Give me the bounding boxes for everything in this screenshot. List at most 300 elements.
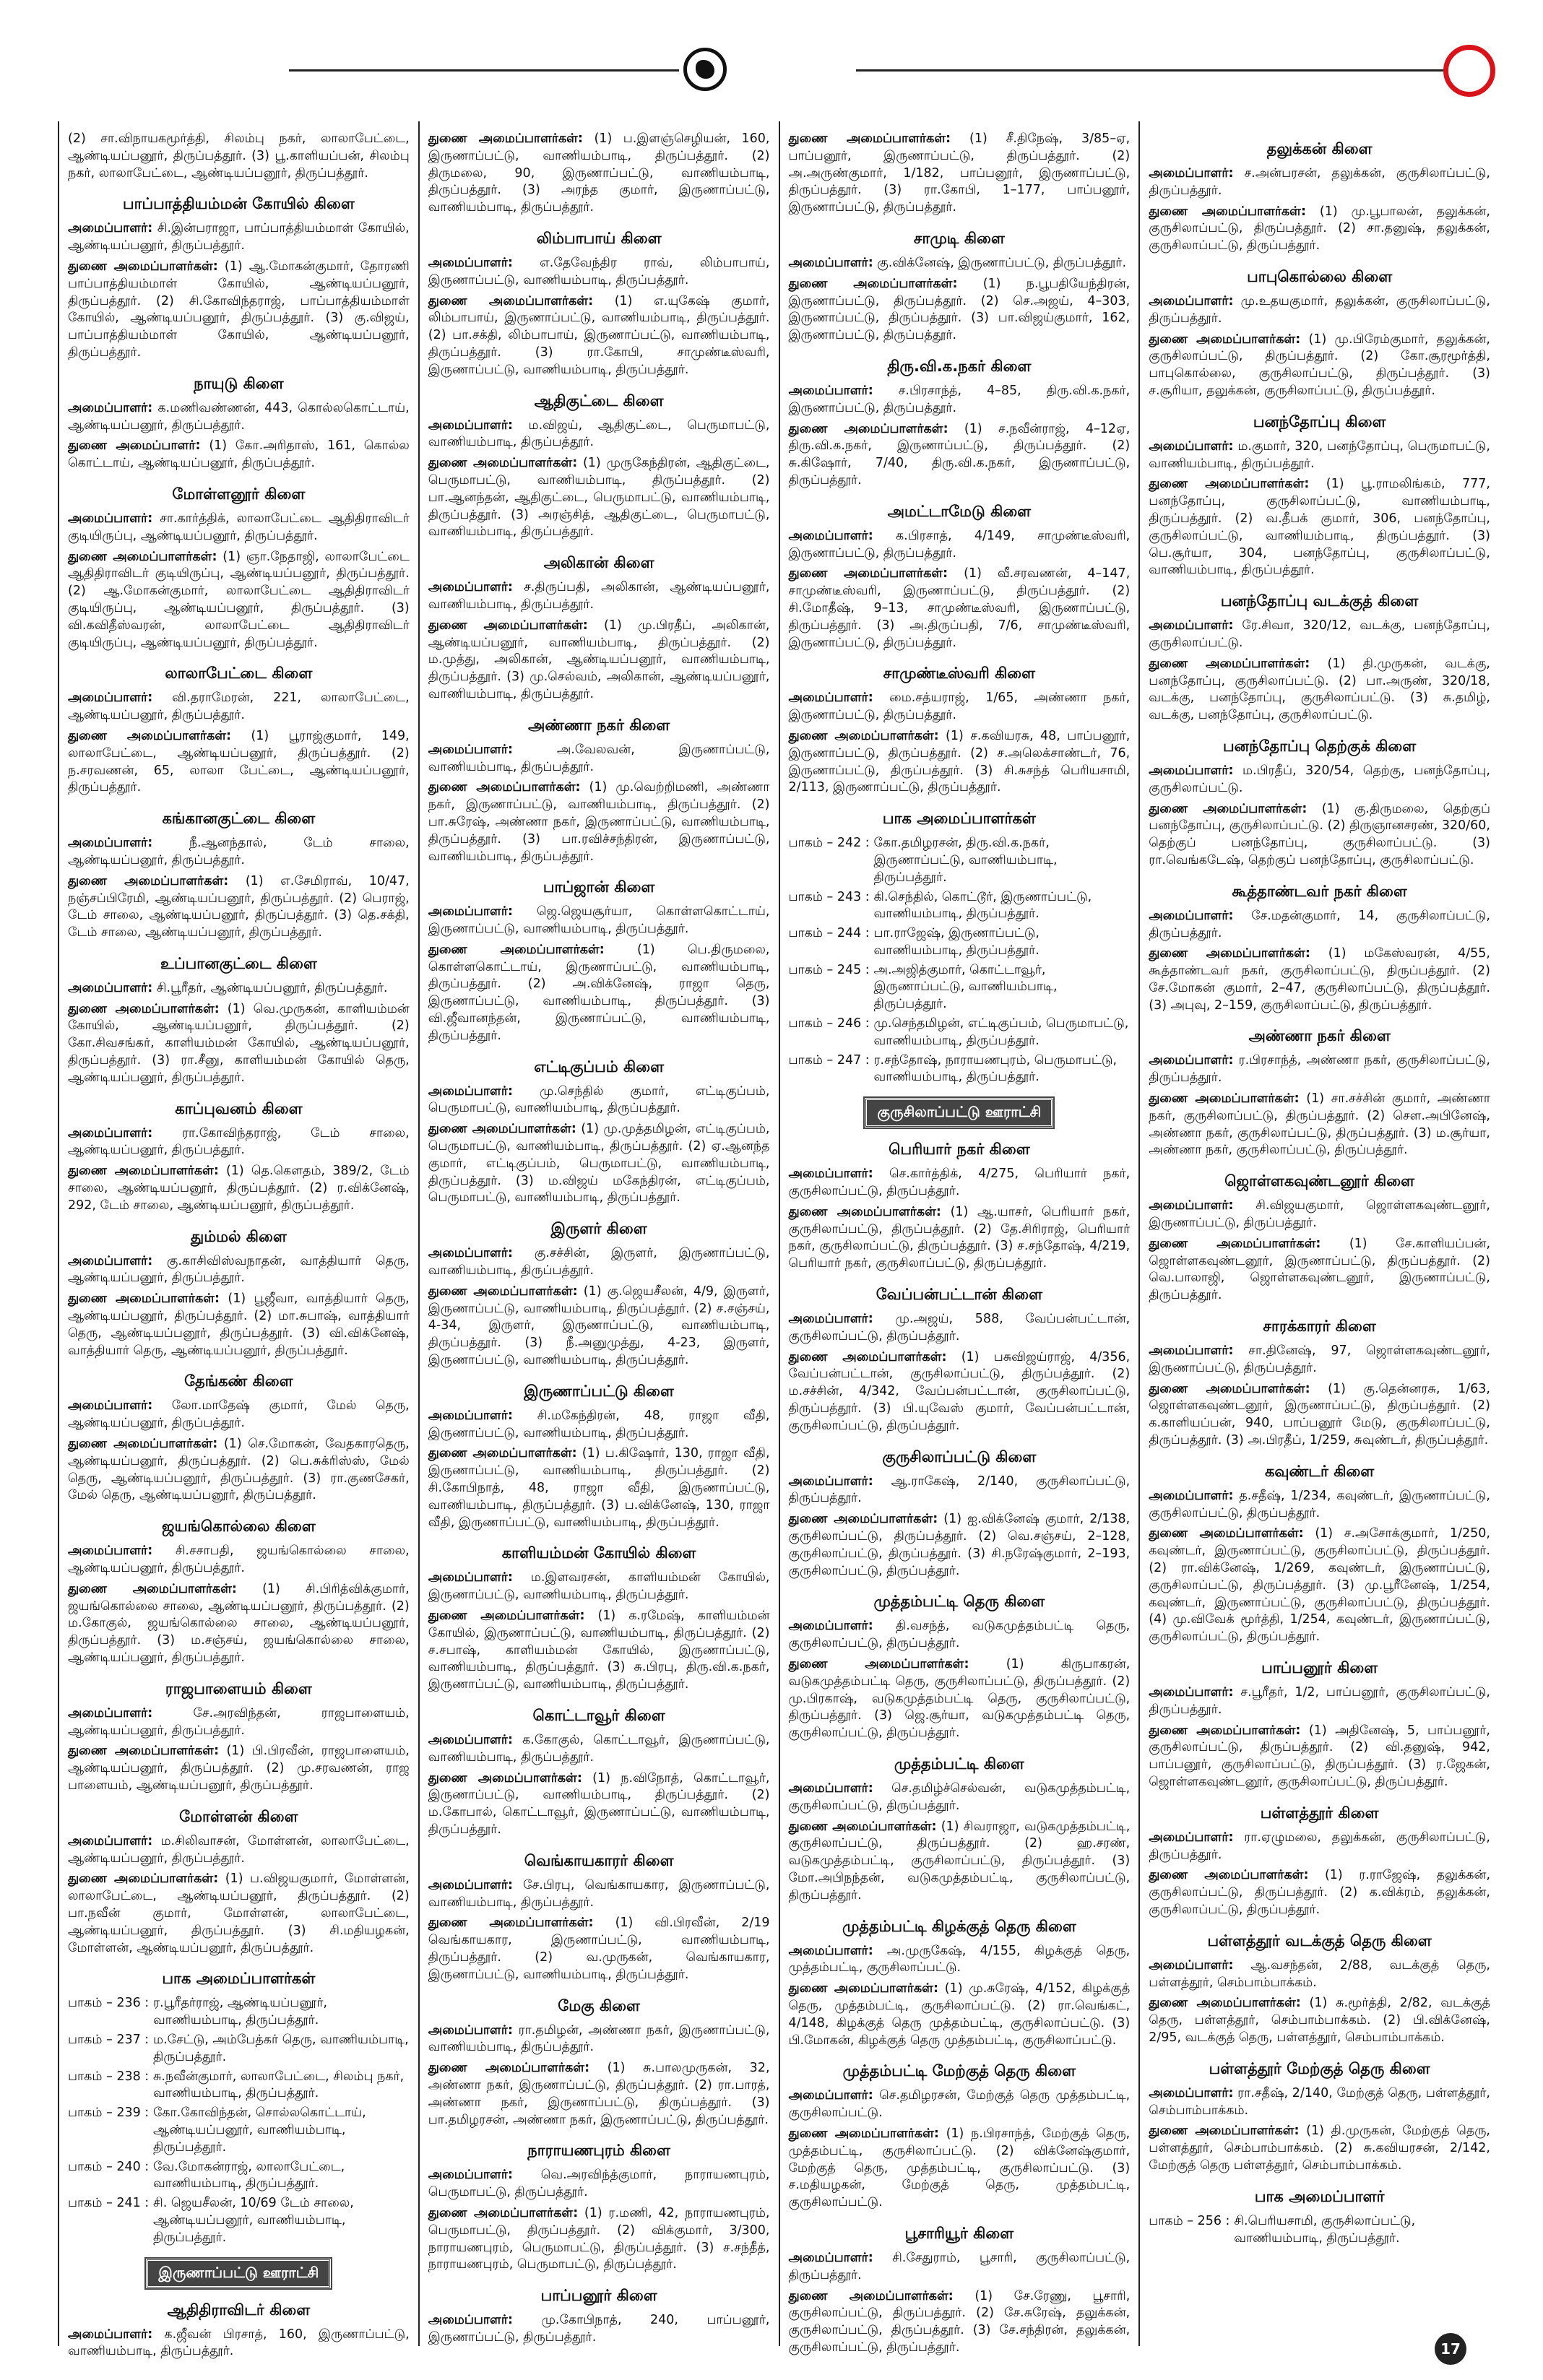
role-label: அமைப்பாளர்: xyxy=(788,1167,873,1182)
role-label: துணை அமைப்பாளர்கள்: xyxy=(1149,2124,1300,2139)
member-entry xyxy=(1149,945,1490,1014)
branch-heading: கூத்தாண்டவர் நகர் கிளை xyxy=(1232,882,1407,900)
member-entry xyxy=(1149,2085,1490,2120)
member-entry xyxy=(428,2060,770,2129)
member-details: சே.அரவிந்தன், ராஜபாளையம், ஆண்டியப்பனூர், திருப்பத்தூர். xyxy=(68,1705,410,1738)
member-entry xyxy=(68,1291,410,1359)
member-entry xyxy=(789,1981,1131,2049)
member-entry xyxy=(68,1125,410,1160)
member-details: வி.தராமேரன், 221, லாலாபேட்டை, ஆண்டியப்பனூர், திருப்பத்தூர். xyxy=(68,691,410,723)
role-label: துணை அமைப்பாளர்கள்: xyxy=(68,1437,218,1452)
member-entry xyxy=(68,1581,410,1667)
member-entry xyxy=(1149,1343,1490,1377)
branch-heading: சாமுண்டீஸ்வரி கிளை xyxy=(883,665,1036,683)
member-entry xyxy=(428,2167,770,2202)
article-columns xyxy=(58,121,1499,2359)
member-details: (1) தி.முருகன், மேற்குத் தெரு, பள்ளத்தூர், செம்பாம்பாக்கம். (2) சு.கவியரசன், 2/142, மேற்குத் தெரு பள்ளத்தூர், செம்பாம்பாக்கம். xyxy=(1149,2124,1490,2173)
branch-heading: காளியம்மன் கோயில் கிளை xyxy=(501,1544,696,1562)
branch-heading: மேகு கிளை xyxy=(558,1996,640,2015)
member-details: ச.அன்பரசன், தலுக்கன், குருசிலாப்பட்டு, திருப்பத்தூர். xyxy=(1149,166,1490,198)
role-label: அமைப்பாளர்: xyxy=(788,691,873,706)
booth-row xyxy=(789,925,1131,960)
role-label: துணை அமைப்பாளர்கள்: xyxy=(788,421,948,436)
branch-heading: பனந்தோப்பு கிளை xyxy=(1253,412,1386,430)
member-entry xyxy=(68,549,410,652)
member-entry xyxy=(68,690,410,724)
member-entry xyxy=(789,1166,1131,1200)
branch-heading: பனந்தோப்பு தெற்குக் கிளை xyxy=(1223,737,1417,755)
member-entry xyxy=(1149,1198,1490,1232)
member-details: ஜெ.ஜெயசூர்யா, கொள்ளகொட்டாய், இருணாப்பட்டு, வாணியம்பாடி, திருப்பத்தூர். xyxy=(428,904,770,937)
member-details: (1) மு.பூபாலன், தலுக்கன், குருசிலாப்பட்டு, திருப்பத்தூர். (2) சா.தனுஷ், தலுக்கன், குருசிலாப்பட்டு, திருப்பத்தூர். xyxy=(1149,204,1490,254)
role-label: துணை அமைப்பாளர்கள்: xyxy=(428,1916,594,1931)
branch-heading: ஜயங்கொல்லை கிளை xyxy=(162,1518,316,1536)
booth-row xyxy=(789,889,1131,924)
role-label: துணை அமைப்பாளர்கள்: xyxy=(788,1512,938,1527)
branch-heading: பாப்பனூர் கிளை xyxy=(1261,1659,1378,1676)
masthead-rule-right xyxy=(856,69,1448,72)
branch-heading: சாரக்காரர் கிளை xyxy=(1263,1317,1376,1336)
member-entry xyxy=(1149,1526,1490,1646)
red-circle-logo-icon xyxy=(1443,45,1495,97)
member-details: சே.பிரபு, வெங்காயகார, இருணாப்பட்டு, வாணியம்பாடி, திருப்பத்தூர். xyxy=(428,1877,770,1910)
branch-heading: சாமுடி கிளை xyxy=(913,229,1005,247)
member-details: ம.இளவரசன், காளியம்மன் கோயில், இருணாப்பட்டு, வாணியம்பாடி, திருப்பத்தூர். xyxy=(428,1570,770,1603)
member-details: ம.பிரதீப், 320/54, தெற்கு, பனந்தோப்பு, குருசிலாப்பட்டு. xyxy=(1149,763,1490,795)
member-entry xyxy=(68,1833,410,1868)
column-1 xyxy=(58,121,420,2359)
booth-row xyxy=(68,2069,410,2103)
booth-organizer: கி.செந்தில், கொட்டூர், இருணாப்பட்டு, வாணியம்பாடி, திருப்பத்தூர். xyxy=(873,889,1092,922)
role-label: அமைப்பாளர்: xyxy=(428,1408,513,1423)
member-details: வெ.அரவிந்த்குமார், நாராயணபுரம், பெருமாபட்டு, திருப்பத்தூர். xyxy=(428,2168,770,2200)
member-details: (1) சு.மூர்த்தி, 2/82, வடக்குத் தெரு, பள்ளத்தூர், செம்பாம்பாக்கம். (2) பி.விக்னேஷ், 2/95, வடக்குத் தெரு, பள்ளத்தூர், செம்பாம்பாக்கம். xyxy=(1149,1996,1490,2045)
member-entry xyxy=(1149,204,1490,255)
role-label: துணை அமைப்பாளர்கள்: xyxy=(1149,801,1308,816)
booth-number: பாகம் – 256 : xyxy=(1149,2213,1230,2228)
member-details: (1) அதினேஷ், 5, பாப்பனூர், குருசிலாப்பட்டு, திருப்பத்தூர். (2) வி.தனுஷ், 942, பாப்பனூர், குருசிலாப்பட்டு, திருப்பத்தூர். (3) ர.ஜேகன், ஜொள்ளகவுண்டனூர், குருசிலாப்பட்டு, திருப்பத்தூர். xyxy=(1149,1723,1490,1789)
member-details: க.பிரசாத், 4/149, சாமுண்டீஸ்வரி, இருணாப்பட்டு, திருப்பத்தூர். xyxy=(788,528,1131,561)
member-entry xyxy=(68,1436,410,1505)
member-details: (1) சி.பிரித்விக்குமார், ஜயங்கொல்லை சாலை, ஆண்டியப்பனூர், திருப்பத்தூர். (2) ம.கோகுல், ஜயங்கொல்லை சாலை, ஆண்டியப்பனூர், திருப்பத்தூர். (3) ம.சஞ்சய், ஜயங்கொல்லை சாலை, ஆண்டியப்பனூர், திருப்பத்தூர். xyxy=(68,1581,410,1665)
branch-heading: பூசாரியூர் கிளை xyxy=(904,2224,1014,2242)
member-entry xyxy=(789,1311,1131,1346)
member-details: (1) மு.பிரேம்குமார், தலுக்கன், குருசிலாப்பட்டு, திருப்பத்தூர். (2) கோ.சூரமூர்த்தி, பாபுகொல்லை, குருசிலாப்பட்டு, திருப்பத்தூர். (3) ச.சூரியா, தலுக்கன், குருசிலாப்பட்டு, திருப்பத்தூர். xyxy=(1149,332,1490,398)
branch-heading: கொட்டாவூர் கிளை xyxy=(532,1706,665,1724)
member-details: (1) செ.மோகன், வேதகாரதெரு, ஆண்டியப்பனூர், திருப்பத்தூர். (2) பெ.சுக்ரிஸ்ஸ், மேல் தெரு, ஆண்டியப்பனூர், திருப்பத்தூர். (3) ரா.குணசேகர், மேல் தெரு, ஆண்டியப்பனூர், திருப்பத்தூர். xyxy=(68,1437,410,1503)
branch-heading: அமட்டாமேடு கிளை xyxy=(887,502,1032,520)
booth-organizer: ர.பூரீதர்ராஜ், ஆண்டியப்பனூர், வாணியம்பாடி, திருப்பத்தூர். xyxy=(153,1996,328,2028)
role-label: துணை அமைப்பாளர்கள்: xyxy=(1149,1091,1300,1107)
role-label: துணை அமைப்பாளர்கள்: xyxy=(68,1001,220,1016)
member-entry xyxy=(1149,476,1490,579)
member-entry xyxy=(789,566,1131,652)
booth-number: பாகம் – 247 : xyxy=(788,1052,870,1068)
member-entry xyxy=(789,1204,1131,1273)
member-details: மு.அஜய், 588, வேப்பன்பட்டான், குருசிலாப்பட்டு, திருப்பத்தூர். xyxy=(788,1312,1131,1343)
member-entry xyxy=(789,728,1131,797)
member-details: (1) ர.ராஜேஷ், தலுக்கன், குருசிலாப்பட்டு, திருப்பத்தூர். (2) க.விக்ரம், தலுக்கன், குருசிலாப்பட்டு, திருப்பத்தூர். xyxy=(1149,1868,1491,1917)
booth-number: பாகம் – 242 : xyxy=(788,836,870,851)
member-details: (1) வெ.முருகன், காளியம்மன் கோயில், ஆண்டியப்பனூர், திருப்பத்தூர். (2) கோ.சிவசங்கர், காளியம்மன் கோயில், ஆண்டியப்பனூர், திருப்பத்தூர். (3) ரா.சீனு, காளியம்மன் கோயில் தெரு, ஆண்டியப்பனூர், திருப்பத்தூர். xyxy=(68,1001,410,1085)
role-label: அமைப்பாளர்: xyxy=(428,255,513,270)
booth-number: பாகம் – 239 : xyxy=(68,2106,150,2121)
member-entry xyxy=(1149,1236,1490,1304)
role-label: அமைப்பாளர்: xyxy=(68,400,153,415)
member-entry xyxy=(428,293,770,379)
member-entry xyxy=(789,690,1131,724)
member-details: செ.தமிழரசன், மேற்குத் தெரு முத்தம்பட்டி, குருசிலாப்பட்டு. xyxy=(788,2088,1131,2121)
booth-organizer: அ.அஜித்குமார், கொட்டாவூர், இருணாப்பட்டு, வாணியம்பாடி, திருப்பத்தூர். xyxy=(873,962,1058,1012)
member-entry xyxy=(789,1819,1131,1905)
column-3 xyxy=(780,121,1141,2355)
member-entry xyxy=(428,742,770,776)
member-entry xyxy=(68,131,410,182)
member-entry xyxy=(789,1780,1131,1815)
member-entry xyxy=(428,1408,770,1442)
role-label: துணை அமைப்பாளர்கள்: xyxy=(1149,332,1301,347)
member-entry xyxy=(68,728,410,797)
member-details: (1) கோ.அரிதாஸ், 161, கொல்ல கொட்டாய், ஆண்டியப்பனூர், திருப்பத்தூர். xyxy=(68,438,410,471)
member-details: (1) பூஜீவா, வாத்தியார் தெரு, ஆண்டியப்பனூர், திருப்பத்தூர். (2) மா.சுபாஷ், வாத்தியார் தெரு, ஆண்டியப்பனூர், திருப்பத்தூர். (3) வி.விக்னேஷ், வாத்தியார் தெரு, ஆண்டியப்பனூர், திருப்பத்தூர். xyxy=(68,1291,410,1358)
member-entry xyxy=(68,1705,410,1740)
role-label: துணை அமைப்பாளர்கள்: xyxy=(68,873,229,888)
member-details: (1) வி.பிரவீன், 2/19 வெங்காயகார, இருணாப்பட்டு, வாணியம்பாடி, திருப்பத்தூர். (2) வ.முருகன், வெங்காயகார, இருணாப்பட்டு, வாணியம்பாடி, திருப்பத்தூர். xyxy=(428,1916,770,1982)
branch-heading: பாக அமைப்பாளர்கள் xyxy=(162,1970,316,1988)
member-details: (1) மு.சுரேஷ், 4/152, கிழக்குத் தெரு, முத்தம்பட்டி, குருசிலாப்பட்டு. (2) ரா.வெங்கட், 4/148, கிழக்குத் தெரு முத்தம்பட்டி, குருசிலாப்பட்டு. (3) பி.மோகன், கிழக்குத் தெரு முத்தம்பட்டி, குருசிலாப்பட்டு. xyxy=(788,1981,1131,2048)
member-details: (1) எ.யுகேஷ் குமார், லிம்பாபாய், இருணாப்பட்டு, வாணியம்பாடி, திருப்பத்தூர். (2) பா.சக்தி, லிம்பாபாய், இருணாப்பட்டு, வாணியம்பாடி, திருப்பத்தூர். (3) ரா.கோபி, சாமுண்டீஸ்வரி, இருணாப்பட்டு, வாணியம்பாடி, திருப்பத்தூர். xyxy=(428,293,770,377)
branch-heading: லிம்பாபாய் கிளை xyxy=(536,229,662,247)
branch-heading: பாக அமைப்பாளர்கள் xyxy=(882,810,1036,828)
member-details: ஆ.ராகேஷ், 2/140, குருசிலாப்பட்டு, திருப்பத்தூர். xyxy=(788,1474,1131,1506)
role-label: துணை அமைப்பாளர்கள்: xyxy=(788,1981,938,1996)
member-entry xyxy=(68,1743,410,1794)
member-details: (1) கு.தென்னரசு, 1/63, ஜொள்ளகவுண்டனூர், இருணாப்பட்டு, திருப்பத்தூர். (2) க.காளியப்பன், 940, பாப்பனூர் மேடு, குருசிலாப்பட்டு, திருப்பத்தூர். (3) அ.பிரதீப், 1/259, சுவுண்டர், திருப்பத்தூர். xyxy=(1149,1381,1490,1448)
member-entry xyxy=(1149,438,1490,473)
member-details: சி.பூரீதர், ஆண்டியப்பனூர், திருப்பத்தூர். xyxy=(152,980,388,995)
role-label: துணை அமைப்பாளர்கள்: xyxy=(1149,1526,1304,1541)
member-entry xyxy=(68,1163,410,1214)
member-entry xyxy=(428,417,770,452)
member-details: கு.விக்னேஷ், இருணாப்பட்டு, திருப்பத்தூர். xyxy=(873,255,1127,270)
member-details: (1) மு.வெற்றிமணி, அண்ணா நகர், இருணாப்பட்டு, வாணியம்பாடி, திருப்பத்தூர். (2) பா.சுரேஷ், அண்ணா நகர், இருணாப்பட்டு, வாணியம்பாடி, திருப்பத்தூர். (3) பா.ரவிச்சந்திரன், இருணாப்பட்டு, வாணியம்பாடி, திருப்பத்தூர். xyxy=(428,780,770,864)
branch-heading: மோள்ளனூர் கிளை xyxy=(172,485,306,503)
member-entry xyxy=(428,2312,770,2347)
booth-number: பாகம் – 246 : xyxy=(788,1016,870,1031)
member-entry xyxy=(1149,1091,1490,1159)
member-details: (1) ஐ.விக்னேஷ் குமார், 2/138, குருசிலாப்பட்டு, திருப்பத்தூர். (2) வெ.சஞ்சய், 2–128, குருசிலாப்பட்டு, திருப்பத்தூர். (3) சி.நரேஷ்குமார், 2–193, குருசிலாப்பட்டு, திருப்பத்தூர். xyxy=(788,1512,1131,1578)
branch-heading: கங்கானகுட்டை கிளை xyxy=(162,810,316,828)
role-label: துணை அமைப்பாளர்கள்: xyxy=(1149,946,1310,961)
member-entry xyxy=(68,220,410,255)
branch-heading: இருணாப்பட்டு கிளை xyxy=(524,1382,674,1400)
member-entry xyxy=(68,438,410,472)
branch-heading: பாப்பனூர் கிளை xyxy=(540,2287,657,2305)
member-entry xyxy=(428,2205,770,2274)
booth-organizer: மு.செந்தமிழன், எட்டிகுப்பம், பெருமாபட்டு, வாணியம்பாடி, திருப்பத்தூர். xyxy=(873,1016,1129,1048)
column-4 xyxy=(1140,121,1499,2346)
branch-heading: முத்தம்பட்டி கிழக்குத் தெரு கிளை xyxy=(842,1917,1076,1935)
branch-heading: பாப்ஜான் கிளை xyxy=(543,878,655,896)
member-details: க.மணிவண்ணன், 443, கொல்லகொட்டாய், ஆண்டியப்பனூர், திருப்பத்தூர். xyxy=(68,400,410,433)
role-label: துணை அமைப்பாளர்கள்: xyxy=(68,1291,220,1307)
member-details: ச.பிரசாந்த், 4–85, திரு.வி.க.நகர், இருணாப்பட்டு, திருப்பத்தூர். xyxy=(788,383,1131,415)
member-entry xyxy=(68,1253,410,1288)
member-entry xyxy=(789,276,1131,345)
branch-heading: அலிகான் கிளை xyxy=(543,554,654,572)
member-details: (1) ந.விநோத், கொட்டாவூர், இருணாப்பட்டு, வாணியம்பாடி, திருப்பத்தூர். (2) ம.கோபால், கொட்டாவூர், இருணாப்பட்டு, வாணியம்பாடி, திருப்பத்தூர். xyxy=(428,1770,770,1837)
booth-organizer: ம.சேட்டு, அம்பேத்கர் தெரு, வாணியம்பாடி, திருப்பத்தூர். xyxy=(153,2032,409,2064)
role-label: அமைப்பாளர்: xyxy=(1149,1685,1234,1700)
branch-heading: நாராயணபுரம் கிளை xyxy=(527,2142,670,2160)
member-entry xyxy=(789,2126,1131,2212)
role-label: அமைப்பாளர்: xyxy=(1149,1488,1234,1503)
branch-heading: காப்புவனம் கிளை xyxy=(175,1099,303,1117)
member-details: எ.தேவேந்திர ராவ், லிம்பாபாய், இருணாப்பட்டு, வாணியம்பாடி, திருப்பத்தூர். xyxy=(428,255,770,287)
role-label: அமைப்பாளர்: xyxy=(1149,1830,1234,1845)
role-label: துணை அமைப்பாளர்கள்: xyxy=(428,942,605,957)
role-label: துணை அமைப்பாளர்கள்: xyxy=(788,2288,954,2303)
branch-heading: தும்மல் கிளை xyxy=(190,1227,287,1245)
member-details: (1) கு.ஜெயசீலன், 4/9, இருளர், இருணாப்பட்டு, வாணியம்பாடி, திருப்பத்தூர். (2) ச.சஞ்சய், 4-34, இருளர், இருணாப்பட்டு, வாணியம்பாடி, திருப்பத்தூர். (3) நீ.அனுமுத்து, 4-23, இருளர், இருணாப்பட்டு, வாணியம்பாடி, திருப்பத்தூர். xyxy=(428,1284,770,1368)
member-entry xyxy=(428,1083,770,1118)
member-entry xyxy=(68,873,410,942)
member-details: மை.சத்யராஜ், 1/65, அண்ணா நகர், இருணாப்பட்டு, திருப்பத்தூர். xyxy=(788,691,1131,723)
member-details: (1) சா.சச்சின் குமார், அண்ணா நகர், குருசிலாப்பட்டு, திருப்பத்தூர். (2) செள.அபினேஷ், அண்ணா நகர், குருசிலாப்பட்டு, திருப்பத்தூர். (3) ம.சூர்யா, அண்ணா நகர், குருசிலாப்பட்டு, திருப்பத்தூர். xyxy=(1149,1091,1491,1158)
member-entry xyxy=(68,835,410,870)
member-details: அ.முருகேஷ், 4/155, கிழக்குத் தெரு, முத்தம்பட்டி, குருசிலாப்பட்டு. xyxy=(788,1943,1131,1976)
role-label: துணை அமைப்பாளர்கள்: xyxy=(428,456,578,471)
member-details: (1) ந.பூபதியேந்திரன், இருணாப்பட்டு, திருப்பத்தூர். (2) செ.அஜய், 4–303, இருணாப்பட்டு, திருப்பத்தூர். (3) பா.விஜய்குமார், 162, இருணாப்பட்டு, திருப்பத்தூர். xyxy=(788,276,1131,343)
member-details: சா.கார்த்திக், லாலாபேட்டை ஆதிதிராவிடர் குடியிருப்பு, ஆண்டியப்பனூர், திருப்பத்தூர். xyxy=(68,511,410,543)
member-details: (1) ச.அசோக்குமார், 1/250, கவுண்டர், இருணாப்பட்டு, குருசிலாப்பட்டு, திருப்பத்தூர். (2) ரா.விக்னேஷ், 1/269, கவுண்டர், இருணாப்பட்டு, குருசிலாப்பட்டு, திருப்பத்தூர். (3) மு.பூரீனேஷ், 1/254, கவுண்டர், இருணாப்பட்டு, குருசிலாப்பட்டு, திருப்பத்தூர். (4) மு.விவேக் மூர்த்தி, 1/254, கவுண்டர், இருணாப்பட்டு, குருசிலாப்பட்டு, திருப்பத்தூர். xyxy=(1149,1526,1490,1645)
branch-heading: லாலாபேட்டை கிளை xyxy=(165,665,313,683)
branch-heading: கவுண்டர் கிளை xyxy=(1264,1462,1375,1480)
member-details: ச.திருப்பதி, அலிகான், ஆண்டியப்பனூர், வாணியம்பாடி, திருப்பத்தூர். xyxy=(428,580,770,612)
branch-heading: பள்ளத்தூர் மேற்குத் தெரு கிளை xyxy=(1209,2059,1430,2077)
member-entry xyxy=(68,1001,410,1087)
member-details: ஆ.வசந்தன், 2/88, வடக்குத் தெரு, பள்ளத்தூர், செம்பாம்பாக்கம். xyxy=(1149,1957,1490,1990)
branch-heading: தலுக்கன் கிளை xyxy=(1266,140,1373,157)
role-label: துணை அமைப்பாளர்கள்: xyxy=(68,549,217,564)
page-number: 17 xyxy=(1435,2333,1466,2365)
role-label: துணை அமைப்பாளர்கள்: xyxy=(788,1819,937,1834)
member-details: (1) எ.சேமிராவ், 10/47, நஞ்சப்பிரேமி, ஆண்டியப்பனூர், திருப்பத்தூர். (2) பெராஜ், டேம் சாலை, ஆண்டியப்பனூர், திருப்பத்தூர். (3) தெ.சக்தி, டேம் சாலை, ஆண்டியப்பனூர், திருப்பத்தூர். xyxy=(68,873,410,940)
booth-row xyxy=(789,962,1131,1013)
member-entry xyxy=(1149,2123,1490,2174)
role-label: துணை அமைப்பாளர்கள்: xyxy=(1149,204,1306,219)
booth-number: பாகம் – 237 : xyxy=(68,2032,150,2047)
member-details: நீ.ஆனந்தால், டேம் சாலை, ஆண்டியப்பனூர், திருப்பத்தூர். xyxy=(68,836,410,867)
member-details: (1) சிவராஜா, வடுகமுத்தம்பட்டி, குருசிலாப்பட்டு, திருப்பத்தூர். (2) ஹ.சரண், வடுகமுத்தம்பட்டி, குருசிலாப்பட்டு, திருப்பத்தூர். (3) மோ.அபிநந்தன், வடுகமுத்தம்பட்டி, குருசிலாப்பட்டு, திருப்பத்தூர். xyxy=(788,1819,1131,1903)
member-details: ரா.சதீஷ், 2/140, மேற்குத் தெரு, பள்ளத்தூர், செம்பாம்பாக்கம். xyxy=(1149,2085,1490,2118)
member-details: (1) ப.இளஞ்செழியன், 160, இருணாப்பட்டு, வாணியம்பாடி, திருப்பத்தூர். (2) திருமலை, 90, இருணாப்பட்டு, வாணியம்பாடி, திருப்பத்தூர். (3) அரந்த குமார், இருணாப்பட்டு, வாணியம்பாடி, திருப்பத்தூர். xyxy=(428,131,770,215)
booth-number: பாகம் – 238 : xyxy=(68,2069,150,2084)
member-details: (1) சே.ரேணு, பூசாரி, குருசிலாப்பட்டு, திருப்பத்தூர். (2) சே.சுரேஷ், தலுக்கன், குருசிலாப்பட்டு, திருப்பத்தூர். (3) சே.சந்திரன், தலுக்கன், குருசிலாப்பட்டு, திருப்பத்தூர். xyxy=(788,2288,1131,2355)
booth-number: பாகம் – 240 : xyxy=(68,2159,150,2174)
role-label: துணை அமைப்பாளர்கள்: xyxy=(68,1871,219,1887)
member-entry xyxy=(428,1770,770,1839)
member-details: (1) ப.கிஷோர், 130, ராஜா வீதி, இருணாப்பட்டு, வாணியம்பாடி, திருப்பத்தூர். (2) சி.கோபிநாத், 48, ராஜா வீதி, இருணாப்பட்டு, வாணியம்பாடி, திருப்பத்தூர். (3) ப.விக்னேஷ், 130, ராஜா வீதி, இருணாப்பட்டு, வாணியம்பாடி, திருப்பத்தூர். xyxy=(428,1446,770,1530)
member-details: கு.சச்சின், இருளர், இருணாப்பட்டு, வாணியம்பாடி, திருப்பத்தூர். xyxy=(428,1246,770,1278)
member-details: (1) முருகேந்திரன், ஆதிகுட்டை, பெருமாபட்டு, வாணியம்பாடி, திருப்பத்தூர். (2) பா.ஆனந்தன், ஆதிகுட்டை, பெருமாபட்டு, வாணியம்பாடி, திருப்பத்தூர். (3) அரஞ்சித், ஆதிகுட்டை, பெருமாபட்டு, வாணியம்பாடி, திருப்பத்தூர். xyxy=(428,456,770,540)
branch-heading: அண்ணா நகர் கிளை xyxy=(1248,1027,1391,1045)
role-label: அமைப்பாளர்: xyxy=(788,255,873,270)
member-details: ரா.தமிழன், அண்ணா நகர், இருணாப்பட்டு, வாணியம்பாடி, திருப்பத்தூர். xyxy=(428,2022,770,2055)
column-2 xyxy=(420,121,780,2346)
role-label: அமைப்பாளர்: xyxy=(428,742,513,757)
branch-heading: பாபுகொல்லை கிளை xyxy=(1247,267,1393,285)
role-label: அமைப்பாளர்: xyxy=(788,1943,873,1958)
member-details: ரா.ஏழுமலை, தலுக்கன், குருசிலாப்பட்டு, திருப்பத்தூர். xyxy=(1149,1830,1490,1862)
member-details: ர.பிரசாந்த், அண்ணா நகர், குருசிலாப்பட்டு, திருப்பத்தூர். xyxy=(1149,1053,1490,1086)
publication-emblem-icon xyxy=(683,48,727,91)
role-label: துணை அமைப்பாளர்கள்: xyxy=(428,1609,585,1623)
role-label: அமைப்பாளர்: xyxy=(1149,908,1234,923)
member-details: சே.மதன்குமார், 14, குருசிலாப்பட்டு, திருப்பத்தூர். xyxy=(1149,908,1490,940)
member-details: க.கோகுல், கொட்டாவூர், இருணாப்பட்டு, வாணியம்பாடி, திருப்பத்தூர். xyxy=(428,1732,770,1765)
role-label: துணை அமைப்பாளர்கள்: xyxy=(68,1164,219,1179)
role-label: துணை அமைப்பாளர்கள்: xyxy=(428,1446,577,1461)
member-details: (1) பசுவிஜய்ராஜ், 4/356, வேப்பன்பட்டான், குருசிலாப்பட்டு, திருப்பத்தூர். (2) ம.சச்சின், 4/342, வேப்பன்பட்டான், குருசிலாப்பட்டு, திருப்பத்தூர். (3) பி.யுவேஸ் குமார், வேப்பன்பட்டான், குருசிலாப்பட்டு, திருப்பத்தூர். xyxy=(788,1349,1131,1433)
member-details: (1) ந.பிரசாந்த், மேற்குத் தெரு, முத்தம்பட்டி, குருசிலாப்பட்டு. (2) விக்னேஷ்குமார், மேற்குத் தெரு, முத்தம்பட்டி, குருசிலாப்பட்டு. (3) ச.மதியழகன், மேற்குத் தெரு, முத்தம்பட்டி, குருசிலாப்பட்டு. xyxy=(788,2126,1131,2210)
member-entry xyxy=(1149,1867,1490,1918)
branch-heading: ராஜபாளையம் கிளை xyxy=(165,1679,312,1697)
role-label: அமைப்பாளர்: xyxy=(68,2327,153,2342)
role-label: துணை அமைப்பாளர்கள்: xyxy=(428,2061,590,2076)
panchayat-banner: குருசிலாப்பட்டு ஊராட்சி xyxy=(865,1098,1053,1128)
role-label: அமைப்பாளர்: xyxy=(1149,2085,1234,2100)
role-label: துணை அமைப்பாளர்கள்: xyxy=(788,1204,941,1219)
member-entry xyxy=(789,1474,1131,1508)
booth-row xyxy=(68,2159,410,2194)
role-label: அமைப்பாளர்: xyxy=(788,2088,873,2103)
member-details: (1) தெ.கௌதம், 389/2, டேம் சாலை, ஆண்டியப்பனூர், திருப்பத்தூர். (2) ர.விக்னேஷ், 292, டேம் சாலை, ஆண்டியப்பனூர், திருப்பத்தூர். xyxy=(68,1164,410,1213)
member-entry xyxy=(1149,1381,1490,1450)
member-entry xyxy=(789,1349,1131,1435)
role-label: துணை அமைப்பாளர்கள்: xyxy=(1149,1723,1301,1738)
member-details: (1) கு.திருமலை, தெற்குப் பனந்தோப்பு, குருசிலாப்பட்டு. (2) திருஞானசரண், 320/60, தெற்குப் பனந்தோப்பு, குருசிலாப்பட்டு. (3) ரா.வெங்கடேஷ், தெற்குப் பனந்தோப்பு, குருசிலாப்பட்டு. xyxy=(1149,801,1490,867)
role-label: துணை அமைப்பாளர்கள்: xyxy=(428,131,583,146)
branch-heading: முத்தம்பட்டி மேற்குத் தெரு கிளை xyxy=(842,2062,1076,2080)
role-label: அமைப்பாளர்: xyxy=(428,1246,513,1261)
role-label: துணை அமைப்பாளர்கள்: xyxy=(1149,656,1310,671)
masthead-rule-left xyxy=(289,69,679,72)
member-entry xyxy=(789,383,1131,417)
role-label: அமைப்பாளர்: xyxy=(68,1833,153,1848)
role-label: துணை அமைப்பாளர்கள்: xyxy=(1149,1236,1321,1251)
member-entry xyxy=(428,618,770,704)
member-details: (1) ப.விஜயகுமார், மோள்ளன், லாலாபேட்டை, ஆண்டியப்பனூர், திருப்பத்தூர். (2) பா.நவீன் குமார், மோள்ளன், லாலாபேட்டை, ஆண்டியப்பனூர், திருப்பத்தூர். (3) சி.மதியழகன், மோள்ளன், ஆண்டியப்பனூர், திருப்பத்தூர். xyxy=(68,1871,410,1955)
member-details: ரா.கோவிந்தராஜ், டேம் சாலை, ஆண்டியப்பனூர், திருப்பத்தூர். xyxy=(68,1125,410,1158)
role-label: துணை அமைப்பாளர்கள்: xyxy=(68,1581,237,1596)
role-label: துணை அமைப்பாளர்கள்: xyxy=(1149,1996,1301,2011)
booth-list xyxy=(789,835,1131,1086)
member-entry xyxy=(1149,1488,1490,1523)
role-label: துணை அமைப்பாளர்கள்: xyxy=(788,728,939,743)
member-details: (1) மகேஸ்வரன், 4/55, கூத்தாண்டவர் நகர், குருசிலாப்பட்டு, திருப்பத்தூர். (2) சே.மோகன் குமார், 2–47, குருசிலாப்பட்டு, திருப்பத்தூர். (3) அபுவு, 2–159, குருசிலாப்பட்டு, திருப்பத்தூர். xyxy=(1149,946,1490,1013)
member-details: அ.வேலவன், இருணாப்பட்டு, வாணியம்பாடி, திருப்பத்தூர். xyxy=(428,742,770,774)
member-entry xyxy=(68,1543,410,1578)
booth-number: பாகம் – 241 : xyxy=(68,2196,150,2211)
booth-list xyxy=(1149,2213,1490,2248)
branch-heading: பாக அமைப்பாளர் xyxy=(1254,2187,1385,2205)
booth-number: பாகம் – 244 : xyxy=(788,926,870,941)
member-entry xyxy=(1149,618,1490,652)
member-details: செ.தமிழ்ச்செல்வன், வடுகமுத்தம்பட்டி, குருசிலாப்பட்டு, திருப்பத்தூர். xyxy=(788,1780,1131,1813)
member-entry xyxy=(428,1877,770,1912)
member-entry xyxy=(428,1570,770,1604)
member-details: (1) பூராஜ்குமார், 149, லாலாபேட்டை, ஆண்டியப்பனூர், திருப்பத்தூர். (2) ந.சரவணன், 65, லாலா பேட்டை, ஆண்டியப்பனூர், திருப்பத்தூர். xyxy=(68,728,410,795)
branch-heading: நாயுடு கிளை xyxy=(194,374,284,392)
member-entry xyxy=(789,255,1131,272)
booth-row xyxy=(789,1052,1131,1087)
member-details: (1) சீ.திநேஷ், 3/85–ஏ, பாப்பனூர், இருணாப்பட்டு, திருப்பத்தூர். (2) அ.அருண்குமார், 1/182, பாப்பனூர், இருணாப்பட்டு, திருப்பத்தூர். (3) ரா.கோபி, 1–177, பாப்பனூர், இருணாப்பட்டு, திருப்பத்தூர். xyxy=(788,131,1131,215)
member-entry xyxy=(1149,293,1490,328)
member-entry xyxy=(68,2327,410,2361)
member-details: சி.விஜயகுமார், ஜொள்ளகவுண்டனூர், இருணாப்பட்டு, திருப்பத்தூர். xyxy=(1149,1198,1490,1231)
role-label: அமைப்பாளர்: xyxy=(68,1705,153,1721)
member-details: செ.கார்த்திக், 4/275, பெரியார் நகர், குருசிலாப்பட்டு, திருப்பத்தூர். xyxy=(788,1167,1131,1199)
role-label: அமைப்பாளர்: xyxy=(428,2022,513,2038)
role-label: அமைப்பாளர்: xyxy=(1149,618,1234,633)
member-details: ரே.சிவா, 320/12, வடக்கு, பனந்தோப்பு, குருசிலாப்பட்டு. xyxy=(1149,618,1490,650)
member-entry xyxy=(428,131,770,217)
role-label: அமைப்பாளர்: xyxy=(1149,1053,1234,1068)
role-label: அமைப்பாளர்: xyxy=(68,1253,153,1268)
role-label: துணை அமைப்பாளர்கள்: xyxy=(68,259,218,274)
branch-heading: உப்பானகுட்டை கிளை xyxy=(160,954,317,972)
booth-organizer: கோ.தமிழரசன், திரு.வி.க.நகர், இருணாப்பட்டு, வாணியம்பாடி, திருப்பத்தூர். xyxy=(873,836,1058,885)
role-label: அமைப்பாளர்: xyxy=(428,904,513,919)
role-label: அமைப்பாளர்: xyxy=(788,2250,873,2265)
member-details: லோ.மாதேஷ் குமார், மேல் தெரு, ஆண்டியப்பனூர், திருப்பத்தூர். xyxy=(68,1398,410,1431)
branch-heading: பள்ளத்தூர் கிளை xyxy=(1260,1804,1379,1822)
role-label: அமைப்பாளர்: xyxy=(428,2313,513,2328)
role-label: அமைப்பாளர்: xyxy=(428,580,513,595)
member-entry xyxy=(1149,1995,1490,2046)
page-masthead xyxy=(0,0,1543,108)
member-details: ம.சிலிவாசன், மோள்ளன், லாலாபேட்டை, ஆண்டியப்பனூர், திருப்பத்தூர். xyxy=(68,1833,410,1866)
member-details: மு.உதயகுமார், தலுக்கன், குருசிலாப்பட்டு, திருப்பத்தூர். xyxy=(1149,293,1490,326)
booth-organizer: ர.சந்தோஷ், நாராயணபுரம், பெருமாபட்டு, வாணியம்பாடி, திருப்பத்தூர். xyxy=(873,1052,1118,1085)
member-details: சி.இன்பராஜா, பாப்பாத்தியம்மாள் கோயில், ஆண்டியப்பனூர், திருப்பத்தூர். xyxy=(68,221,410,254)
role-label: அமைப்பாளர்: xyxy=(1149,166,1234,181)
booth-organizer: சி.பெரியசாமி, குருசிலாப்பட்டு, வாணியம்பாடி, திருப்பத்தூர். xyxy=(1234,2213,1416,2246)
member-entry xyxy=(68,511,410,545)
member-entry xyxy=(428,2022,770,2057)
member-entry xyxy=(789,528,1131,563)
role-label: அமைப்பாளர்: xyxy=(68,836,153,851)
booth-row xyxy=(68,1995,410,2030)
member-entry xyxy=(789,131,1131,217)
member-entry xyxy=(1149,1723,1490,1791)
member-entry xyxy=(68,259,410,362)
role-label: அமைப்பாளர்: xyxy=(788,1474,873,1489)
booth-row xyxy=(1149,2213,1490,2248)
role-label: அமைப்பாளர்: xyxy=(1149,293,1234,308)
member-details: (1) வீ.சரவணன், 4–147, சாமுண்டீஸ்வரி, இருணாப்பட்டு, திருப்பத்தூர். (2) சி.மோதீஷ், 9–13, சாமுண்டீஸ்வரி, இருணாப்பட்டு, திருப்பத்தூர். (3) அ.திருப்பதி, 7/6, சாமுண்டீஸ்வரி, இருணாப்பட்டு, திருப்பத்தூர். xyxy=(788,566,1131,650)
booth-list xyxy=(68,1995,410,2246)
member-entry xyxy=(1149,1052,1490,1087)
role-label: துணை அமைப்பாளர்கள்: xyxy=(1149,477,1310,492)
member-details: (1) மு.முத்தமிழன், எட்டிகுப்பம், பெருமாபட்டு, வாணியம்பாடி, திருப்பத்தூர். (2) ஏ.ஆனந்த குமார், எட்டிகுப்பம், பெருமாபட்டு, வாணியம்பாடி, திருப்பத்தூர். (3) ம.விஜய் மகேந்திரன், எட்டிகுப்பம், பெருமாபட்டு, வாணியம்பாடி, திருப்பத்தூர். xyxy=(428,1122,770,1206)
member-details: (1) ச.நவீன்ராஜ், 4–12ஏ, திரு.வி.க.நகர், இருணாப்பட்டு, திருப்பத்தூர். (2) சு.கிஷோர், 7/40, திரு.வி.க.நகர், இருணாப்பட்டு, திருப்பத்தூர். xyxy=(788,421,1131,488)
booth-row xyxy=(789,835,1131,886)
member-details: க.ஜீவன் பிரசாத், 160, இருணாப்பட்டு, வாணியம்பாடி, திருப்பத்தூர். xyxy=(68,2327,410,2359)
member-details: (1) கிருபாகரன், வடுகமுத்தம்பட்டி தெரு, குருசிலாப்பட்டு, திருப்பத்தூர். (2) மு.பிரகாஷ், வடுகமுத்தம்பட்டி தெரு, குருசிலாப்பட்டு, திருப்பத்தூர். (3) ஜெ.சூர்யா, வடுகமுத்தம்பட்டி தெரு, குருசிலாப்பட்டு, திருப்பத்தூர். xyxy=(788,1657,1131,1741)
member-entry xyxy=(789,421,1131,490)
